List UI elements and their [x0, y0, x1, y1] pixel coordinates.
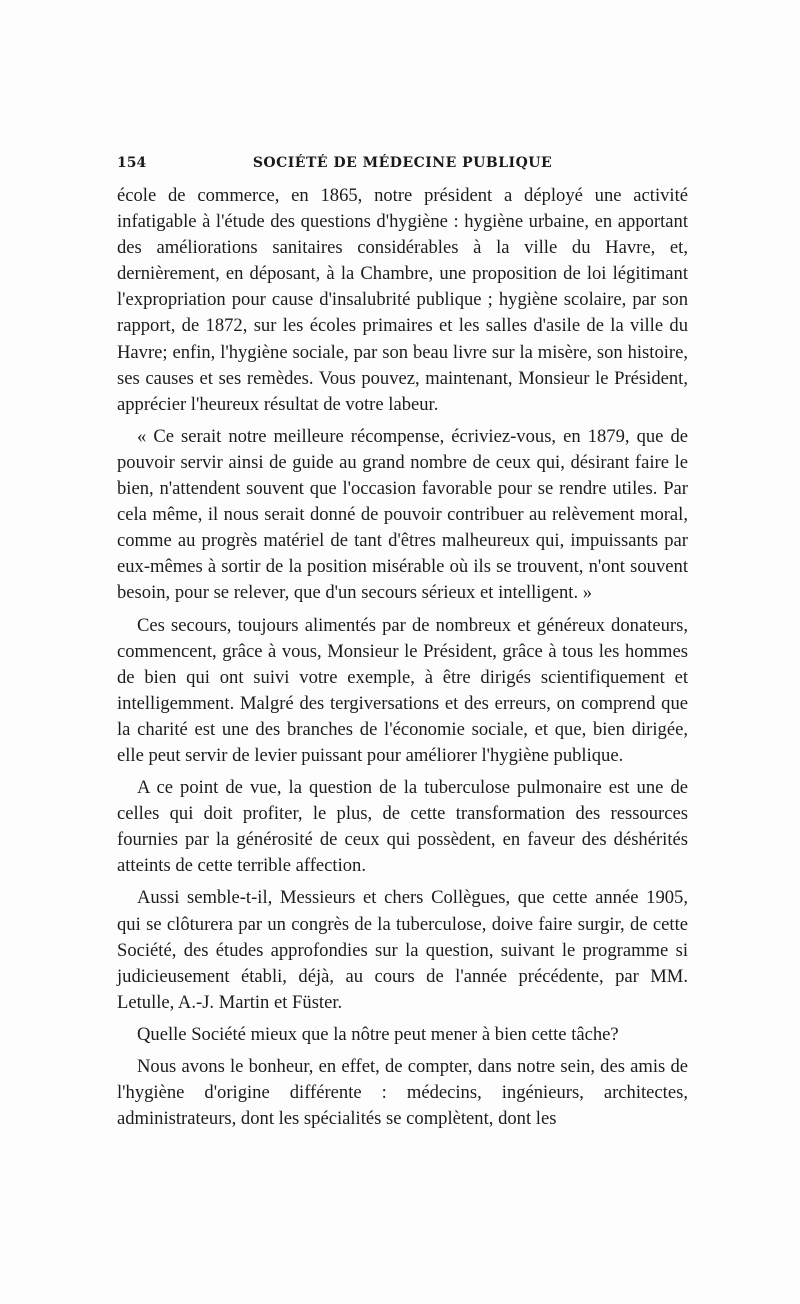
paragraph: « Ce serait notre meilleure récompense, écriviez-vous, en 1879, que de pouvoir servir ainsi de guide au grand nombre de ceux qui, désirant faire le bien, n'attendent souvent que l'occasion favorable pour se rendre utiles. Par cela même, il nous serait donné de pouvoir contribuer au relèvement moral, comme au progrès matériel de tant d'êtres malheureux qui, impuissants par eux-mêmes à sortir de la position misérable où ils se trouvent, n'ont souvent besoin, pour se relever, que d'un secours sérieux et intelligent. »: [117, 425, 688, 604]
running-title: SOCIÉTÉ DE MÉDECINE PUBLIQUE: [252, 155, 553, 171]
body-text: [117, 183, 688, 1138]
paragraph: Quelle Société mieux que la nôtre peut mener à bien cette tâche?: [137, 1023, 619, 1045]
paragraph: A ce point de vue, la question de la tuberculose pulmonaire est une de celles qui doit profiter, le plus, de cette transformation des ressources fournies par la générosité de ceux qui possèdent, en faveur des déshérités atteints de cette terrible affection.: [117, 777, 688, 877]
paragraph: Nous avons le bonheur, en effet, de compter, dans notre sein, des amis de l'hygiène d'origine différente : médecins, ingénieurs, architectes, administrateurs, dont les spécialités se complètent, dont les: [117, 1056, 688, 1130]
paragraph: Ces secours, toujours alimentés par de nombreux et généreux donateurs, commencent, grâce à vous, Monsieur le Président, grâce à tous les hommes de bien qui ont suivi votre exemple, à être dirigés scientifiquement et intelligemment. Malgré des tergiversations et des erreurs, on comprend que la charité est une des branches de l'économie sociale, et que, bien dirigée, elle peut servir de levier puissant pour améliorer l'hygiène publique.: [117, 614, 688, 766]
running-header: [117, 155, 688, 177]
paragraph: école de commerce, en 1865, notre président a déployé une activité infatigable à l'étude des questions d'hygiène : hygiène urbaine, en apportant des améliorations sanitaires considérables à la ville du Havre, et, dernièrement, en déposant, à la Chambre, une proposition de loi légitimant l'expropriation pour cause d'insalubrité publique ; hygiène scolaire, par son rapport, de 1872, sur les écoles primaires et les salles d'asile de la ville du Havre; enfin, l'hygiène sociale, par son beau livre sur la misère, son histoire, ses causes et ses remèdes. Vous pouvez, maintenant, Monsieur le Président, apprécier l'heureux résultat de votre labeur.: [117, 185, 688, 415]
page-number: 154: [117, 155, 147, 171]
paragraph: Aussi semble-t-il, Messieurs et chers Collègues, que cette année 1905, qui se clôturera par un congrès de la tuberculose, doive faire surgir, de cette Société, des études approfondies sur la question, suivant le programme si judicieusement établi, déjà, au cours de l'année précédente, par MM. Letulle, A.-J. Martin et Füster.: [117, 887, 688, 1013]
